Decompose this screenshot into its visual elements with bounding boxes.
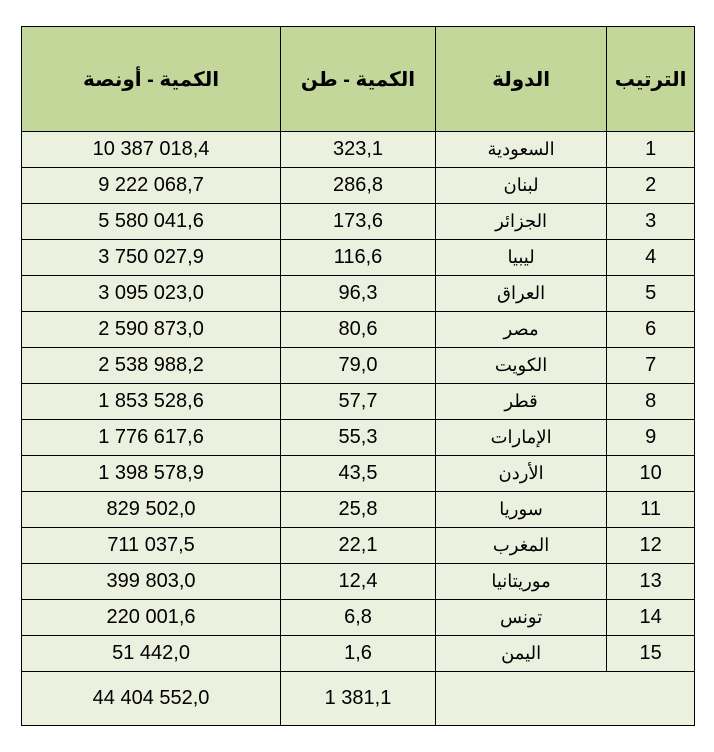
gold-reserves-table <box>21 26 695 726</box>
table-row <box>22 456 695 492</box>
cell-ounces: 3 095 023,0 <box>22 276 281 312</box>
cell-tons: 22,1 <box>281 528 436 564</box>
header-row <box>22 27 695 132</box>
table-row <box>22 420 695 456</box>
cell-country: المغرب <box>435 528 606 564</box>
cell-ounces: 829 502,0 <box>22 492 281 528</box>
cell-country: الجزائر <box>435 204 606 240</box>
cell-ounces: 220 001,6 <box>22 600 281 636</box>
cell-ounces: 1 776 617,6 <box>22 420 281 456</box>
cell-ounces: 1 853 528,6 <box>22 384 281 420</box>
cell-rank: 8 <box>607 384 695 420</box>
cell-ounces: 711 037,5 <box>22 528 281 564</box>
table-row <box>22 168 695 204</box>
cell-ounces: 10 387 018,4 <box>22 132 281 168</box>
cell-country: قطر <box>435 384 606 420</box>
cell-country: العراق <box>435 276 606 312</box>
cell-country: تونس <box>435 600 606 636</box>
cell-tons: 6,8 <box>281 600 436 636</box>
table-row <box>22 204 695 240</box>
cell-tons: 79,0 <box>281 348 436 384</box>
cell-country: ليبيا <box>435 240 606 276</box>
cell-country: السعودية <box>435 132 606 168</box>
cell-rank: 1 <box>607 132 695 168</box>
cell-country: سوريا <box>435 492 606 528</box>
cell-tons: 12,4 <box>281 564 436 600</box>
cell-country: لبنان <box>435 168 606 204</box>
header-rank: الترتيب <box>607 27 695 132</box>
cell-ounces: 9 222 068,7 <box>22 168 281 204</box>
cell-rank: 11 <box>607 492 695 528</box>
total-tons: 1 381,1 <box>281 672 436 726</box>
table-row <box>22 240 695 276</box>
cell-ounces: 1 398 578,9 <box>22 456 281 492</box>
cell-rank: 10 <box>607 456 695 492</box>
cell-rank: 13 <box>607 564 695 600</box>
cell-ounces: 51 442,0 <box>22 636 281 672</box>
table-header <box>22 27 695 132</box>
cell-ounces: 2 538 988,2 <box>22 348 281 384</box>
table-row <box>22 348 695 384</box>
cell-rank: 12 <box>607 528 695 564</box>
header-country: الدولة <box>435 27 606 132</box>
cell-rank: 3 <box>607 204 695 240</box>
table-row <box>22 528 695 564</box>
table-body <box>22 132 695 672</box>
table-row <box>22 564 695 600</box>
cell-rank: 15 <box>607 636 695 672</box>
cell-country: الأردن <box>435 456 606 492</box>
cell-tons: 80,6 <box>281 312 436 348</box>
cell-rank: 6 <box>607 312 695 348</box>
cell-tons: 1,6 <box>281 636 436 672</box>
cell-country: مصر <box>435 312 606 348</box>
total-label-cell <box>435 672 694 726</box>
cell-rank: 5 <box>607 276 695 312</box>
cell-tons: 116,6 <box>281 240 436 276</box>
cell-country: اليمن <box>435 636 606 672</box>
cell-ounces: 399 803,0 <box>22 564 281 600</box>
cell-tons: 173,6 <box>281 204 436 240</box>
cell-ounces: 5 580 041,6 <box>22 204 281 240</box>
table-row <box>22 600 695 636</box>
cell-country: موريتانيا <box>435 564 606 600</box>
cell-rank: 4 <box>607 240 695 276</box>
cell-rank: 7 <box>607 348 695 384</box>
table-row <box>22 276 695 312</box>
cell-tons: 96,3 <box>281 276 436 312</box>
cell-ounces: 2 590 873,0 <box>22 312 281 348</box>
cell-country: الإمارات <box>435 420 606 456</box>
cell-ounces: 3 750 027,9 <box>22 240 281 276</box>
table-row <box>22 132 695 168</box>
header-tons: الكمية - طن <box>281 27 436 132</box>
table-row <box>22 384 695 420</box>
cell-country: الكويت <box>435 348 606 384</box>
table-row <box>22 636 695 672</box>
cell-rank: 9 <box>607 420 695 456</box>
header-ounces: الكمية - أونصة <box>22 27 281 132</box>
cell-rank: 14 <box>607 600 695 636</box>
total-ounces: 44 404 552,0 <box>22 672 281 726</box>
cell-tons: 286,8 <box>281 168 436 204</box>
table-row <box>22 312 695 348</box>
cell-tons: 323,1 <box>281 132 436 168</box>
cell-tons: 55,3 <box>281 420 436 456</box>
table-footer <box>22 672 695 726</box>
cell-rank: 2 <box>607 168 695 204</box>
table-row <box>22 492 695 528</box>
cell-tons: 57,7 <box>281 384 436 420</box>
totals-row <box>22 672 695 726</box>
cell-tons: 25,8 <box>281 492 436 528</box>
cell-tons: 43,5 <box>281 456 436 492</box>
